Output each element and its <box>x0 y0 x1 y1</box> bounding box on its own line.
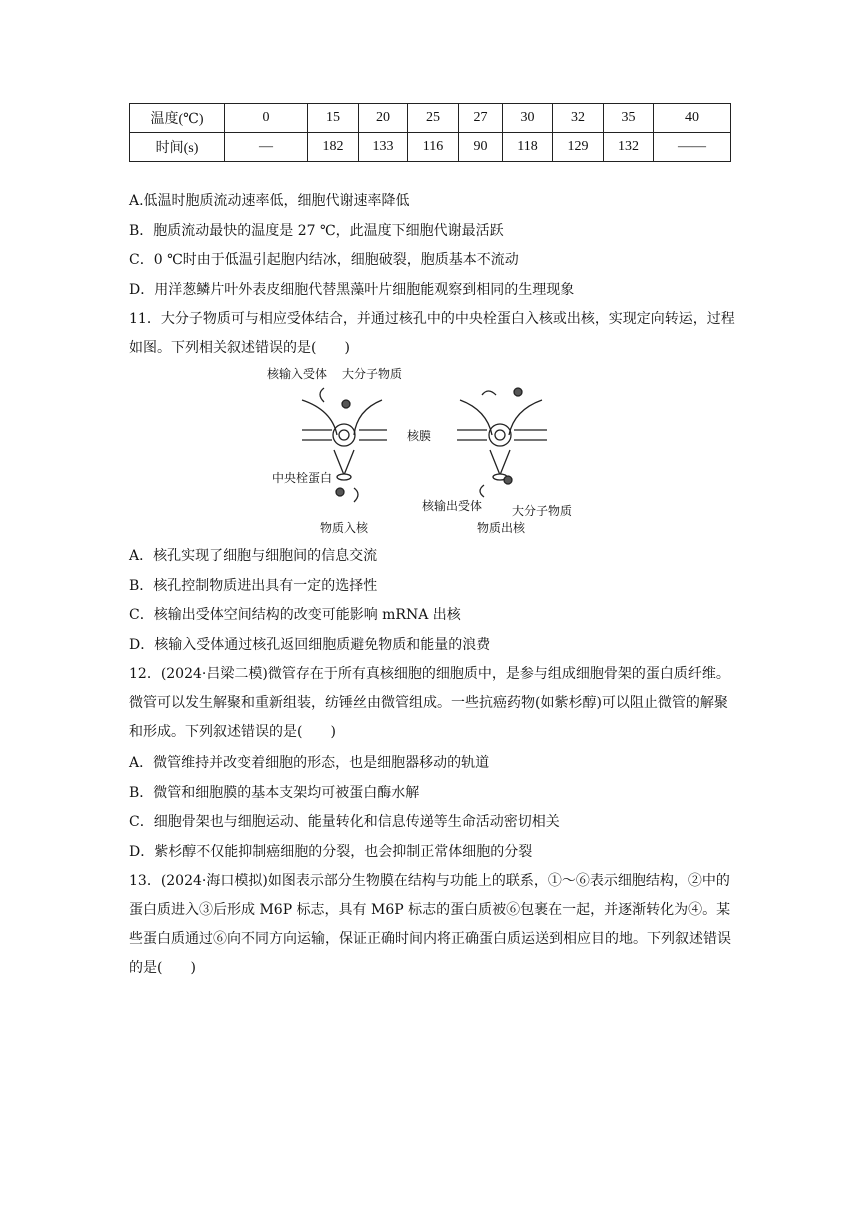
table-cell: 129 <box>553 133 604 162</box>
q12-option-c: C．细胞骨架也与细胞运动、能量转化和信息传递等生命活动密切相关 <box>129 814 560 830</box>
table-header-cell: 温度(℃) <box>130 104 225 133</box>
table-cell: — <box>225 133 308 162</box>
table-cell: 182 <box>308 133 359 162</box>
table-cell: 132 <box>604 133 654 162</box>
q11-option-b: B．核孔控制物质进出具有一定的选择性 <box>129 578 378 594</box>
table-cell: 32 <box>553 104 604 133</box>
q11-option-c: C．核输出受体空间结构的改变可能影响 mRNA 出核 <box>129 607 461 623</box>
label-nuclear-envelope: 核膜 <box>407 429 432 443</box>
table-cell: —— <box>654 133 731 162</box>
table-cell: 118 <box>503 133 553 162</box>
q10-option-b: B．胞质流动最快的温度是 27 ℃，此温度下细胞代谢最活跃 <box>129 223 504 239</box>
table-cell: 90 <box>459 133 503 162</box>
table-cell: 116 <box>408 133 459 162</box>
table-header-cell: 时间(s) <box>130 133 225 162</box>
table-cell: 30 <box>503 104 553 133</box>
q11-option-d: D．核输入受体通过核孔返回细胞质避免物质和能量的浪费 <box>129 637 491 653</box>
table-row <box>130 133 731 162</box>
temperature-time-table <box>129 103 731 162</box>
q10-option-a: A.低温时胞质流动速率低，细胞代谢速率降低 <box>129 193 410 209</box>
table-cell: 0 <box>225 104 308 133</box>
q10-option-c: C．0 ℃时由于低温引起胞内结冰，细胞破裂，胞质基本不流动 <box>129 252 519 268</box>
table-cell: 20 <box>359 104 408 133</box>
table-row <box>130 104 731 133</box>
q12-option-a: A．微管维持并改变着细胞的形态，也是细胞器移动的轨道 <box>129 755 490 771</box>
export-pore-illustration <box>457 388 547 497</box>
q13-stem: 13．(2024·海口模拟)如图表示部分生物膜在结构与功能上的联系，①～⑥表示细胞结构，②中的蛋白质进入③后形成 M6P 标志，具有 M6P 标志的蛋白质被⑥包裹在一起，并逐渐转化为④。某些蛋白质通过⑥向不同方向运输，保证正确时间内将正确蛋白质运送到相应目的地。下列叙述错误的是( ) <box>129 873 731 976</box>
q12-option-d: D．紫杉醇不仅能抑制癌细胞的分裂，也会抑制正常体细胞的分裂 <box>129 844 533 860</box>
q11-stem: 11．大分子物质可与相应受体结合，并通过核孔中的中央栓蛋白入核或出核，实现定向转运，过程如图。下列相关叙述错误的是( ) <box>129 311 735 356</box>
label-macromolecule-top: 大分子物质 <box>342 367 403 381</box>
q10-option-d: D．用洋葱鳞片叶外表皮细胞代替黑藻叶片细胞能观察到相同的生理现象 <box>129 282 575 298</box>
caption-import: 物质入核 <box>320 521 369 535</box>
table-cell: 35 <box>604 104 654 133</box>
table-cell: 15 <box>308 104 359 133</box>
table-cell: 25 <box>408 104 459 133</box>
label-export-receptor: 核输出受体 <box>422 499 483 513</box>
caption-export: 物质出核 <box>477 521 526 535</box>
label-import-receptor: 核输入受体 <box>267 367 328 381</box>
table-cell: 40 <box>654 104 731 133</box>
table-cell: 133 <box>359 133 408 162</box>
q11-option-a: A．核孔实现了细胞与细胞间的信息交流 <box>129 548 378 564</box>
q12-stem: 12．(2024·吕梁二模)微管存在于所有真核细胞的细胞质中，是参与组成细胞骨架的蛋白质纤维。微管可以发生解聚和重新组装，纺锤丝由微管组成。一些抗癌药物(如紫杉醇)可以阻止微管的解聚和形成。下列叙述错误的是( ) <box>129 666 730 740</box>
q12-option-b: B．微管和细胞膜的基本支架均可被蛋白酶水解 <box>129 785 420 801</box>
label-macromolecule-bottom: 大分子物质 <box>512 504 573 518</box>
nuclear-pore-diagram <box>262 360 602 540</box>
label-central-plug: 中央栓蛋白 <box>272 471 333 485</box>
table-cell: 27 <box>459 104 503 133</box>
